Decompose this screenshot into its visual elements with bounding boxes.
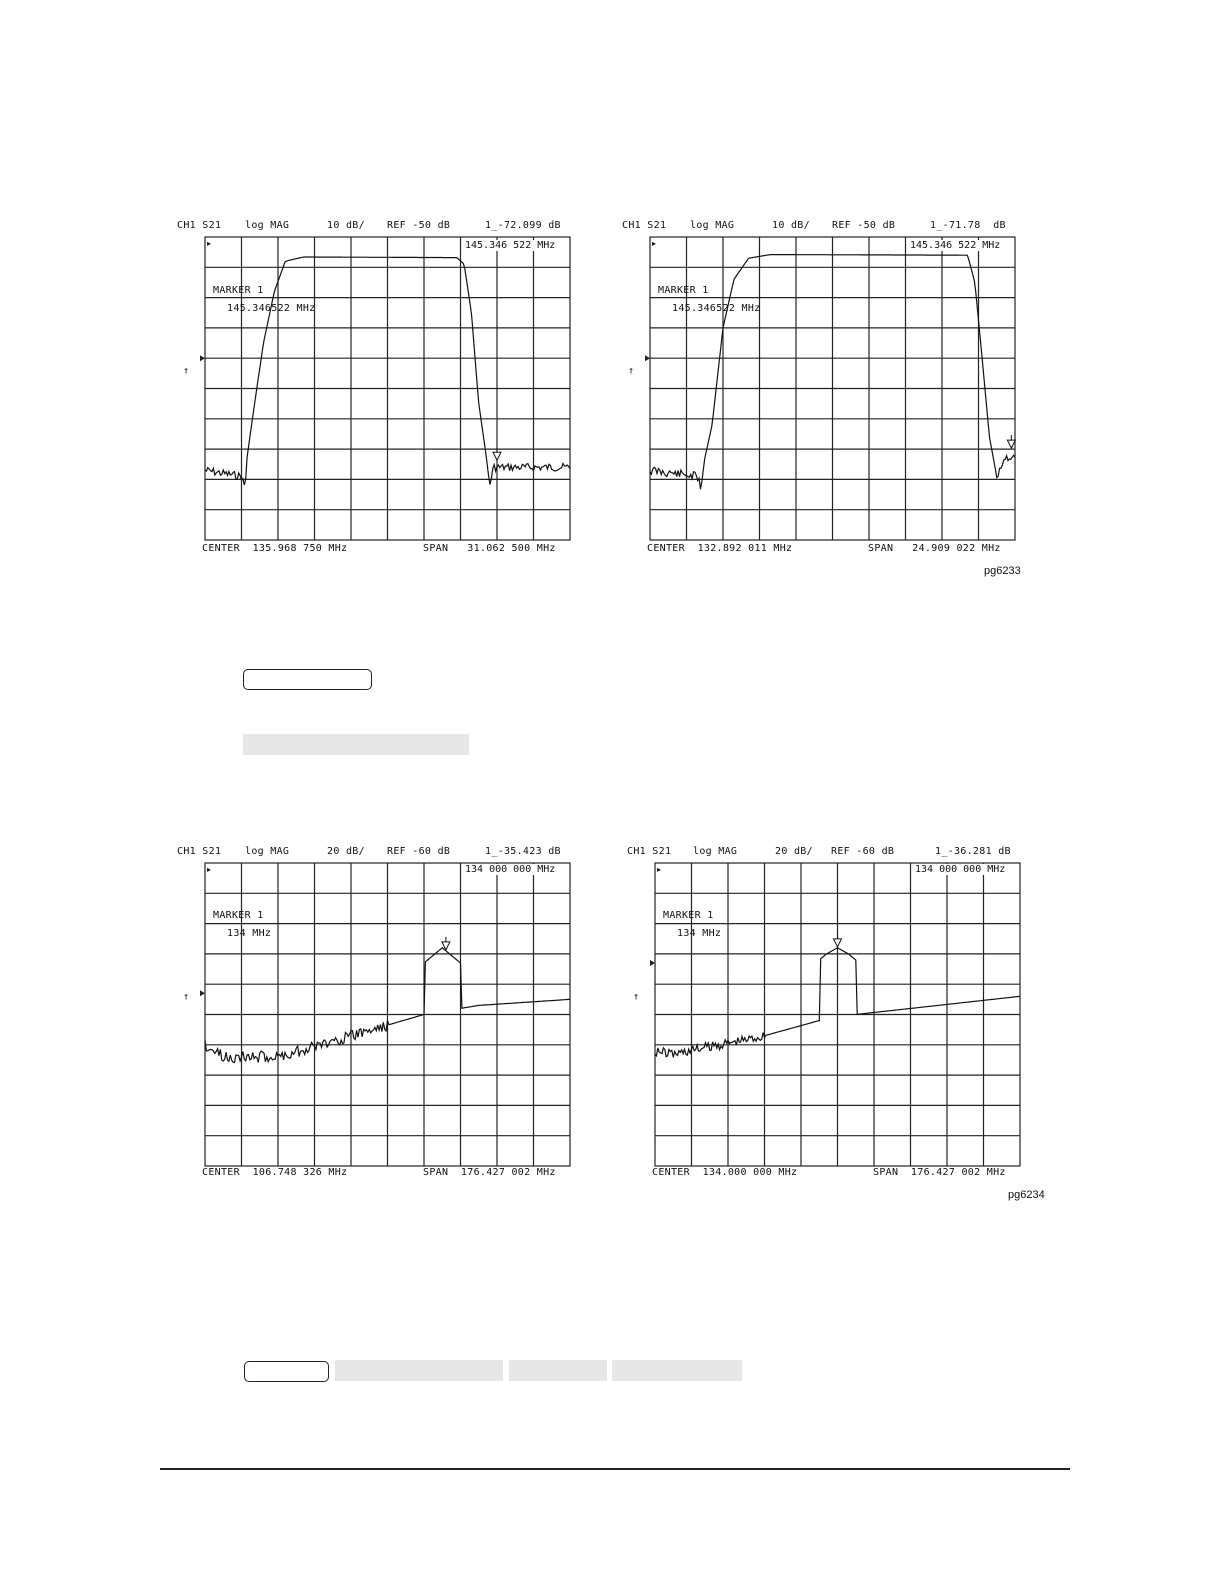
format-label: log MAG	[693, 846, 738, 857]
up-arrow-icon: ↑	[628, 365, 635, 377]
trace-graticule	[175, 848, 575, 1188]
marker-label: MARKER 1	[658, 285, 709, 296]
marker-frequency: 134 000 000 MHz	[465, 864, 556, 875]
marker-frequency: 134 000 000 MHz	[915, 864, 1006, 875]
marker-readout: 1_-35.423 dB	[485, 846, 561, 857]
hardkey-button[interactable]	[243, 669, 372, 690]
softkey-button[interactable]	[243, 734, 469, 755]
marker-value: 134 MHz	[677, 928, 722, 939]
format-label: log MAG	[245, 846, 290, 857]
up-arrow-icon: ↑	[633, 991, 640, 1003]
channel-label: CH1 S21	[177, 846, 222, 857]
format-label: log MAG	[690, 220, 735, 231]
graticule	[205, 237, 570, 540]
reference-label: REF -60 dB	[387, 846, 451, 857]
reference-pointer-icon	[200, 990, 205, 996]
footer-rule	[160, 1468, 1070, 1470]
marker-indicator-icon: ▸	[652, 239, 657, 248]
marker-indicator-icon: ▸	[207, 239, 212, 248]
scale-label: 10 dB/	[327, 220, 365, 231]
format-label: log MAG	[245, 220, 290, 231]
softkey-button[interactable]	[612, 1360, 742, 1381]
marker-readout: 1_-72.099 dB	[485, 220, 561, 231]
plot-3	[175, 848, 575, 1188]
graticule	[655, 863, 1020, 1166]
softkey-button[interactable]	[509, 1360, 607, 1381]
marker-triangle-icon	[834, 939, 842, 947]
reference-label: REF -50 dB	[387, 220, 451, 231]
graticule	[205, 863, 570, 1166]
reference-pointer-icon	[645, 355, 650, 361]
channel-label: CH1 S21	[627, 846, 672, 857]
span-frequency: SPAN 31.062 500 MHz	[423, 543, 556, 554]
marker-indicator-icon: ▸	[207, 865, 212, 874]
reference-label: REF -60 dB	[831, 846, 895, 857]
marker-label: MARKER 1	[663, 910, 714, 921]
marker-frequency: 145.346 522 MHz	[910, 240, 1001, 251]
span-frequency: SPAN 24.909 022 MHz	[868, 543, 1001, 554]
center-frequency: CENTER 106.748 326 MHz	[202, 1167, 348, 1178]
marker-indicator-icon: ▸	[657, 865, 662, 874]
plot-1	[175, 222, 575, 562]
scale-label: 20 dB/	[327, 846, 365, 857]
marker-readout: 1_-71.78 dB	[930, 220, 1006, 231]
channel-label: CH1 S21	[177, 220, 222, 231]
scale-label: 20 dB/	[775, 846, 813, 857]
plot-4	[625, 848, 1025, 1188]
reference-label: REF -50 dB	[832, 220, 896, 231]
marker-value: 145.346522 MHz	[227, 303, 316, 314]
hardkey-button[interactable]	[244, 1361, 329, 1382]
up-arrow-icon: ↑	[183, 991, 190, 1003]
marker-triangle-icon	[493, 452, 501, 460]
graticule	[650, 237, 1015, 540]
marker-label: MARKER 1	[213, 285, 264, 296]
plot-2	[620, 222, 1020, 562]
marker-frequency: 145.346 522 MHz	[465, 240, 556, 251]
marker-value: 145.346522 MHz	[672, 303, 761, 314]
center-frequency: CENTER 134.000 000 MHz	[652, 1167, 798, 1178]
figure-id: pg6234	[1008, 1189, 1045, 1201]
marker-value: 134 MHz	[227, 928, 272, 939]
figure-id: pg6233	[984, 565, 1021, 577]
up-arrow-icon: ↑	[183, 365, 190, 377]
trace-graticule	[175, 222, 575, 562]
center-frequency: CENTER 132.892 011 MHz	[647, 543, 793, 554]
trace-graticule	[620, 222, 1020, 562]
span-frequency: SPAN 176.427 002 MHz	[873, 1167, 1006, 1178]
reference-pointer-icon	[200, 355, 205, 361]
trace-graticule	[625, 848, 1025, 1188]
marker-label: MARKER 1	[213, 910, 264, 921]
softkey-button[interactable]	[335, 1360, 503, 1381]
marker-triangle-icon	[1007, 440, 1015, 448]
reference-pointer-icon	[650, 960, 655, 966]
center-frequency: CENTER 135.968 750 MHz	[202, 543, 348, 554]
marker-readout: 1_-36.281 dB	[935, 846, 1011, 857]
scale-label: 10 dB/	[772, 220, 810, 231]
span-frequency: SPAN 176.427 002 MHz	[423, 1167, 556, 1178]
channel-label: CH1 S21	[622, 220, 667, 231]
